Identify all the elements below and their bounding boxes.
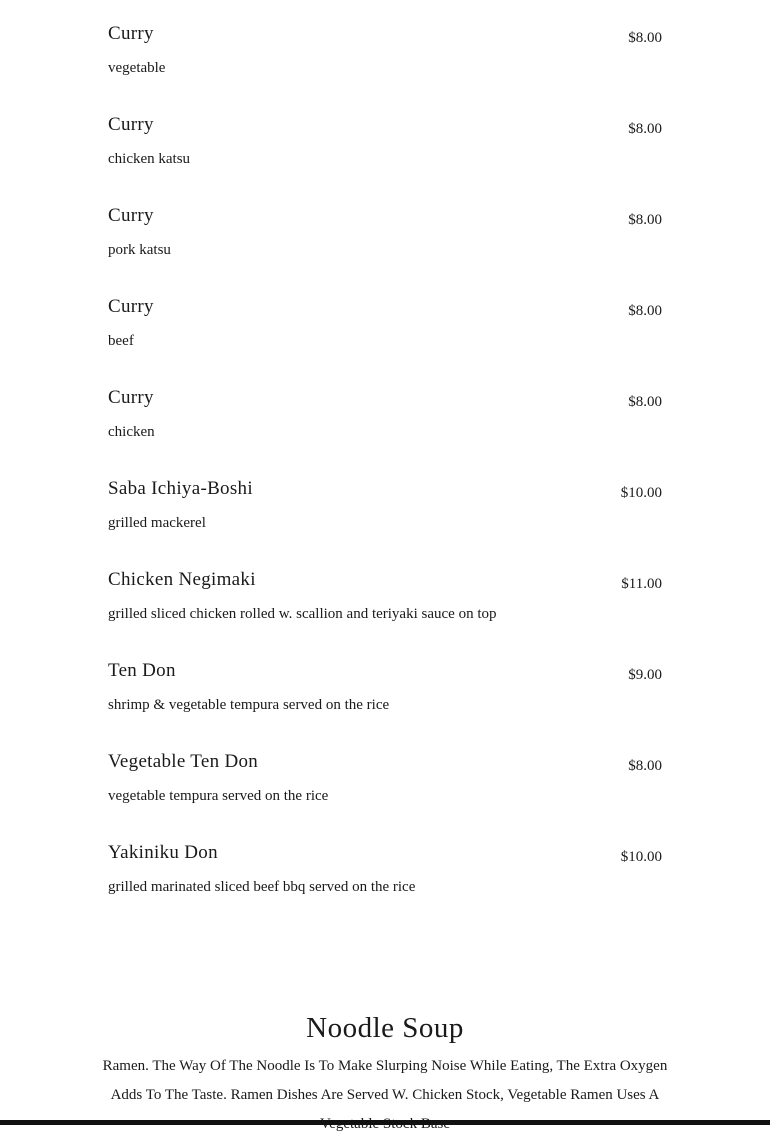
menu-item-price: $8.00 [628, 758, 662, 774]
menu-item-name: Saba Ichiya-Boshi [108, 478, 253, 499]
menu-item-name: Curry [108, 387, 154, 408]
menu-item [108, 455, 662, 546]
menu-item [108, 546, 662, 637]
menu-item [108, 0, 662, 91]
menu-item-name: Yakiniku Don [108, 842, 218, 863]
menu-item-price: $9.00 [628, 667, 662, 683]
menu-item-description: chicken [108, 424, 155, 440]
menu-item [108, 91, 662, 182]
menu-item-description: pork katsu [108, 242, 171, 258]
menu-item-name: Ten Don [108, 660, 176, 681]
menu-item-name: Vegetable Ten Don [108, 751, 259, 772]
menu-item-description: vegetable [108, 60, 166, 76]
menu-item-description: vegetable tempura served on the rice [108, 788, 329, 804]
menu-item-description: shrimp & vegetable tempura served on the rice [108, 697, 390, 713]
menu-item-price: $10.00 [620, 849, 662, 865]
menu-item [108, 819, 662, 910]
menu-item-description: beef [108, 333, 134, 349]
menu-item-description: chicken katsu [108, 151, 191, 167]
menu-item-price: $8.00 [628, 121, 662, 137]
section-description: Ramen. The Way Of The Noodle Is To Make Slurping Noise While Eating, The Extra Oxygen Adds To The Taste. Ramen Dishes Are Served W. Chicken Stock, Vegetable Ramen Uses A [102, 1058, 668, 1103]
menu-item-price: $8.00 [628, 303, 662, 319]
menu-item [108, 364, 662, 455]
menu-item [108, 637, 662, 728]
menu-item [108, 273, 662, 364]
bottom-edge-bar [0, 1120, 770, 1125]
menu-item [108, 182, 662, 273]
menu-item-price: $8.00 [628, 212, 662, 228]
menu-item-name: Chicken Negimaki [108, 569, 256, 590]
menu-item [108, 728, 662, 819]
menu-item-price: $8.00 [628, 394, 662, 410]
menu-item-list [108, 0, 662, 910]
menu-item-description: grilled sliced chicken rolled w. scallion and teriyaki sauce on top [108, 606, 497, 622]
menu-item-name: Curry [108, 205, 154, 226]
menu-item-price: $11.00 [621, 576, 662, 592]
menu-item-price: $8.00 [628, 30, 662, 46]
menu-item-name: Curry [108, 114, 154, 135]
menu-item-price: $10.00 [620, 485, 662, 501]
section-title: Noodle Soup [306, 1012, 464, 1044]
menu-item-description: grilled mackerel [108, 515, 206, 531]
menu-item-name: Curry [108, 296, 154, 317]
menu-item-description: grilled marinated sliced beef bbq served on the rice [108, 879, 416, 895]
menu-item-name: Curry [108, 23, 154, 44]
